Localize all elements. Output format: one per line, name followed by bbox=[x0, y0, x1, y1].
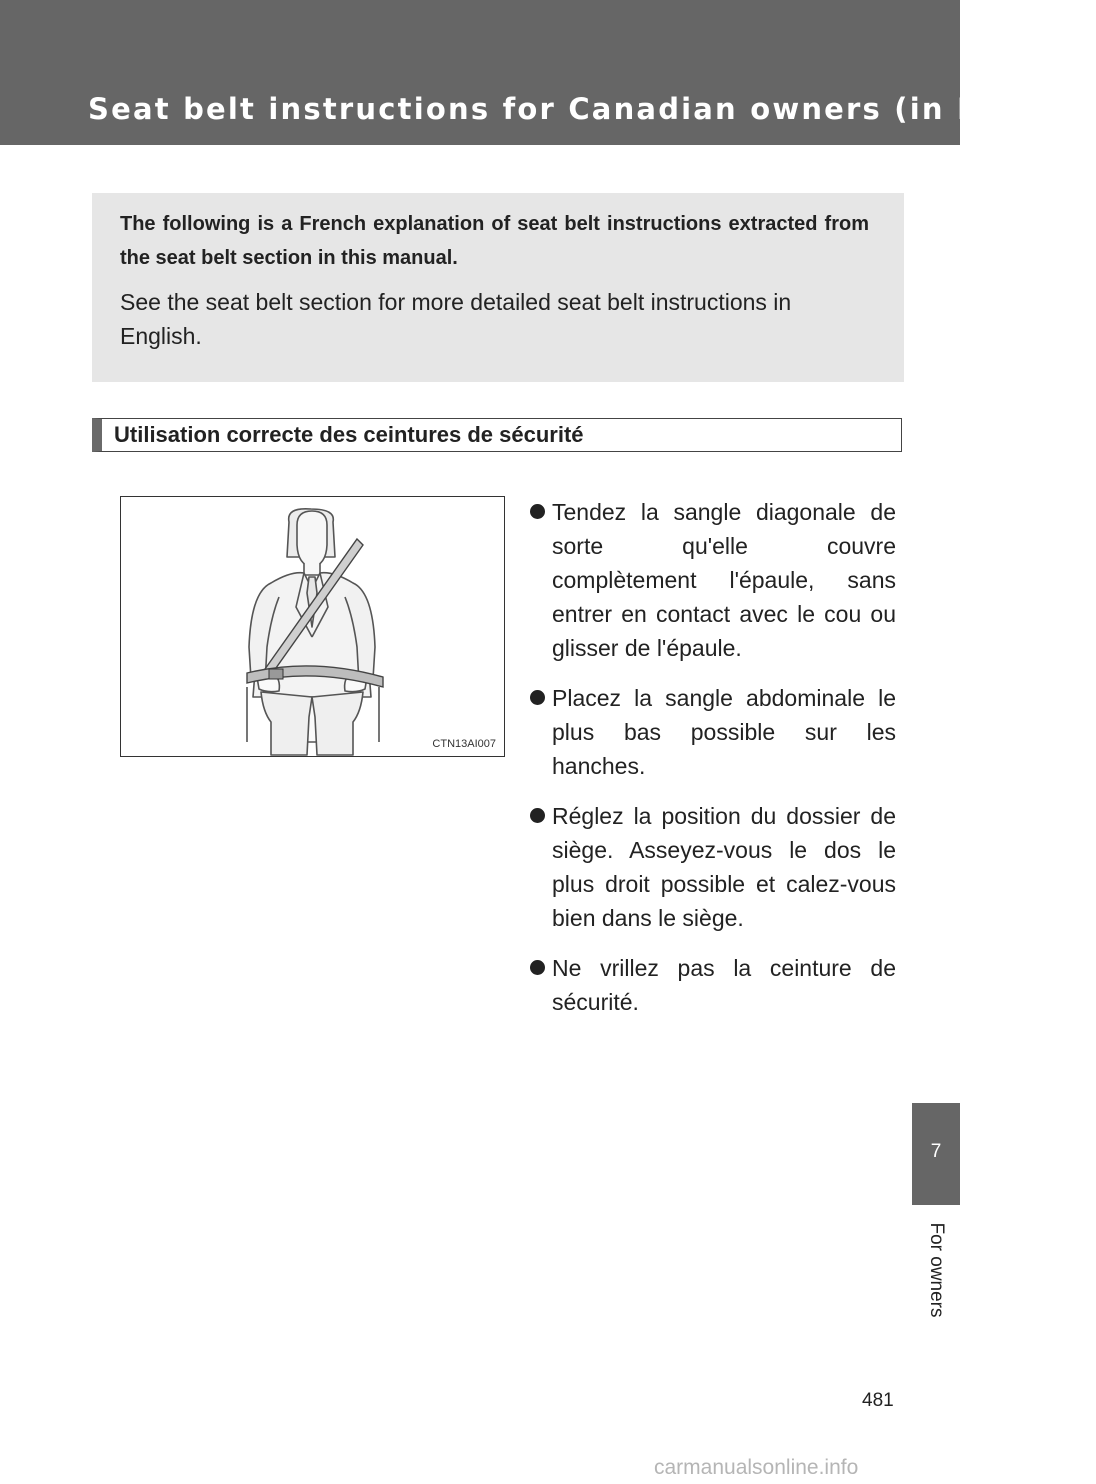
list-item-text: Réglez la position du dossier de siège. Asseyez-vous le dos le plus droit possible et calez-vous bien dans le siège. bbox=[552, 803, 896, 931]
list-item bbox=[530, 799, 896, 935]
page-number: 481 bbox=[862, 1390, 894, 1411]
section-heading bbox=[92, 418, 902, 452]
intro-bold-text: The following is a French explanation of seat belt instructions extracted from the seat belt section in this manual. bbox=[120, 213, 869, 269]
figure-code: CTN13AI007 bbox=[432, 738, 496, 750]
watermark: carmanualsonline.info bbox=[654, 1456, 859, 1479]
bullet-icon bbox=[530, 808, 545, 823]
list-item bbox=[530, 681, 896, 783]
page-title: Seat belt instructions for Canadian owners (in French) bbox=[88, 92, 1096, 126]
bullet-icon bbox=[530, 960, 545, 975]
seated-person-illustration-icon bbox=[121, 497, 504, 756]
list-item-text: Ne vrillez pas la ceinture de sécurité. bbox=[552, 955, 896, 1015]
list-item bbox=[530, 951, 896, 1019]
bullet-icon bbox=[530, 690, 545, 705]
chapter-tab bbox=[912, 1103, 960, 1205]
list-item-text: Placez la sangle abdominale le plus bas possible sur les hanches. bbox=[552, 685, 896, 779]
chapter-number: 7 bbox=[930, 1141, 942, 1162]
seat-belt-figure bbox=[120, 496, 505, 757]
list-item bbox=[530, 495, 896, 665]
list-item-text: Tendez la sangle diagonale de sorte qu'elle couvre complètement l'épaule, sans entrer en contact avec le cou ou glisser de l'épaule. bbox=[552, 499, 896, 661]
bullet-list bbox=[530, 495, 896, 1035]
bullet-icon bbox=[530, 504, 545, 519]
intro-normal-text: See the seat belt section for more detailed seat belt instructions in English. bbox=[120, 289, 792, 349]
intro-box bbox=[92, 193, 904, 382]
section-heading-text: Utilisation correcte des ceintures de sécurité bbox=[114, 422, 584, 447]
page-header bbox=[0, 0, 1096, 145]
chapter-label: For owners bbox=[926, 1222, 947, 1318]
